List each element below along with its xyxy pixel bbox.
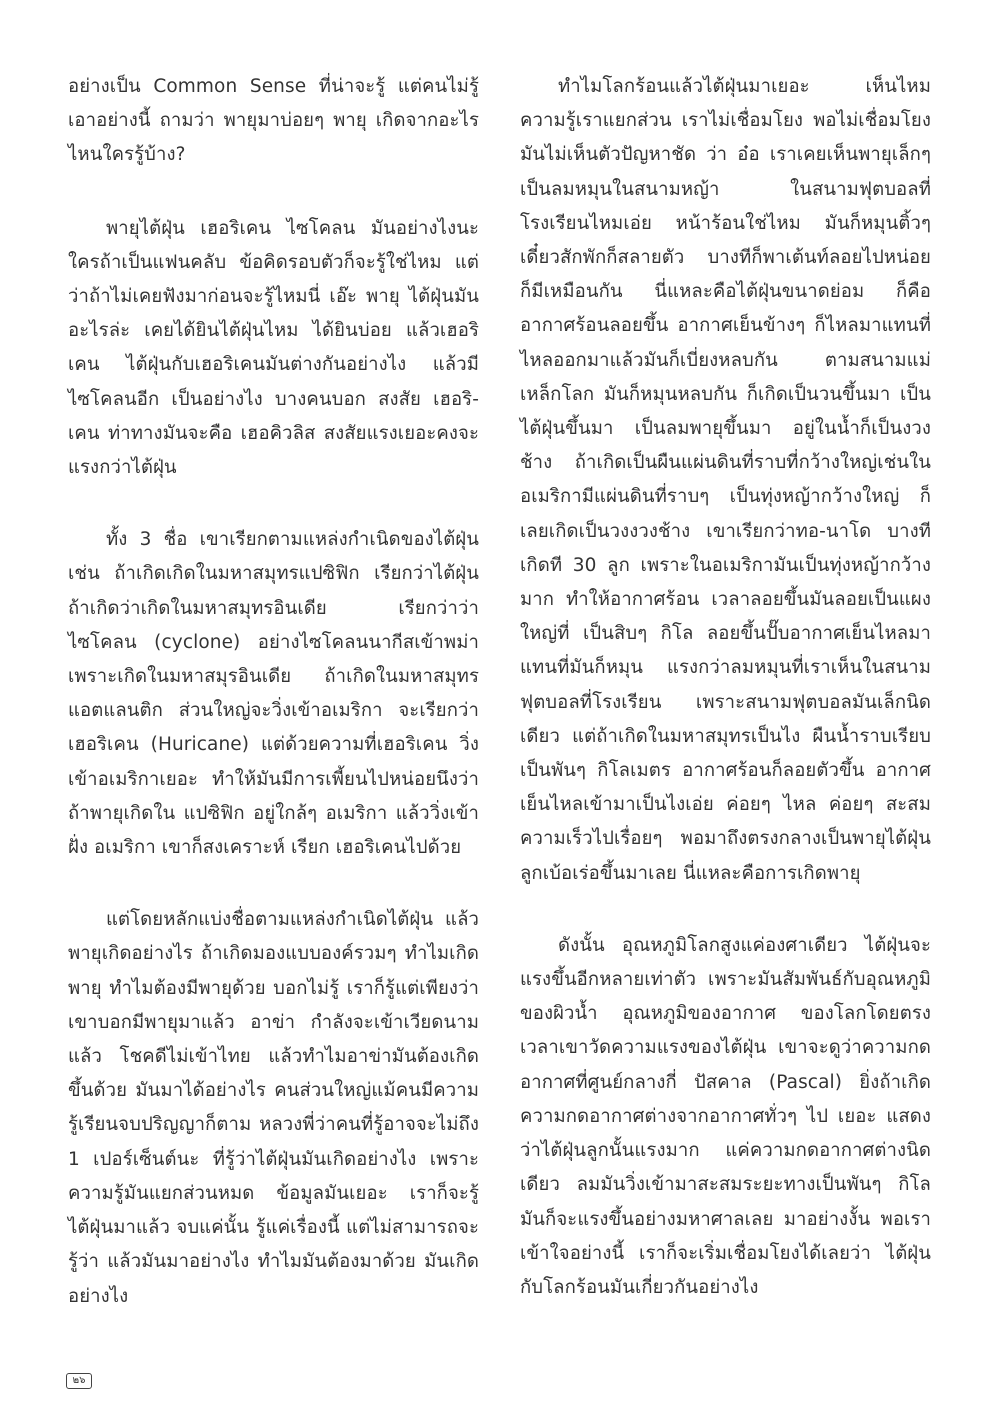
paragraph-gap (68, 865, 479, 903)
paragraph: ทำไมโลกร้อนแล้วไต้ฝุ่นมาเยอะ เห็นไหม ความรู้เราแยกส่วน เราไม่เชื่อมโยง พอไม่เชื่อมโยงมันไม่เห็นตัวปัญหาชัด ว่า อ๋อ เราเคยเห็นพายุเล็กๆ เป็นลมหมุนในสนามหญ้า ในสนามฟุตบอลที่โรงเรียนไหมเอ่ย หน้าร้อนใช่ไหม มันก็หมุนติ้วๆ เดี๋ยวสักพักก็สลายตัว บางทีก็พาเต้นท์ลอยไปหน่อย ก็มีเหมือนกัน นี่แหละคือไต้ฝุ่นขนาดย่อม ก็คืออากาศร้อนลอยขึ้น อากาศเย็นข้างๆ ก็ไหลมาแทนที่ ไหลออกมาแล้วมันก็เบี่ยงหลบกัน ตามสนามแม่เหล็กโลก มันก็หมุนหลบกัน ก็เกิดเป็นวนขึ้นมา เป็นไต้ฝุ่นขึ้นมา เป็นลมพายุขึ้นมา อยู่ในน้ำก็เป็นงวงช้าง ถ้าเกิดเป็นผืนแผ่นดินที่ราบที่กว้างใหญ่เช่นในอเมริกามีแผ่นดินที่ราบๆ เป็นทุ่งหญ้ากว้างใหญ่ ก็เลยเกิดเป็นวงงวงช้าง เขาเรียกว่าทอ-นาโด บางทีเกิดที 30 ลูก เพราะในอเมริกามันเป็นทุ่งหญ้ากว้างมาก ทำให้อากาศร้อน เวลาลอยขึ้นมันลอยเป็นแผงใหญ่ที่ เป็นสิบๆ กิโล ลอยขึ้นปั๊บอากาศเย็นไหลมาแทนที่มันก็หมุน แรงกว่าลมหมุนที่เราเห็นในสนามฟุตบอลที่โรงเรียน เพราะสนามฟุตบอลมันเล็กนิดเดียว แต่ถ้าเกิดในมหาสมุทรเป็นไง ผืนน้ำราบเรียบเป็นพันๆ กิโลเมตร อากาศร้อนก็ลอยตัวขึ้น อากาศเย็นไหลเข้ามาเป็นไงเอ่ย ค่อยๆ ไหล ค่อยๆ สะสมความเร็วไปเรื่อยๆ พอมาถึงตรงกลางเป็นพายุไต้ฝุ่นลูกเบ้อเร่อขึ้นมาเลย นี่แหละคือการเกิดพายุ (520, 76, 931, 884)
paragraph-gap (520, 891, 931, 929)
right-column (520, 70, 931, 1305)
paragraph: ทั้ง 3 ชื่อ เขาเรียกตามแหล่งกำเนิดของไต้ฝุ่น เช่น ถ้าเกิดเกิดในมหาสมุทรแปซิฟิก เรียกว่าไต้ฝุ่น ถ้าเกิดว่าเกิดในมหาสมุทรอินเดีย เรียกว่าว่า ไซโคลน (cyclone) อย่างไซโคลนนากีสเข้าพม่า เพราะเกิดในมหาสมุรอินเดีย ถ้าเกิดในมหาสมุทรแอตแลนติก ส่วนใหญ่จะวิ่งเข้าอเมริกา จะเรียกว่า เฮอริเคน (Huricane) แต่ด้วยความที่เฮอริเคน วิ่งเข้าอเมริกาเยอะ ทำให้มันมีการเพี้ยนไปหน่อยนึงว่า ถ้าพายุเกิดใน แปซิฟิก อยู่ใกล้ๆ อเมริกา แล้ววิ่งเข้าฝั่ง อเมริกา เขาก็สงเคราะห์ เรียก เฮอริเคนไปด้วย (68, 529, 479, 859)
paragraph-gap (68, 173, 479, 212)
paragraph-gap (68, 485, 479, 523)
page-number: ๒๖ (66, 1373, 92, 1389)
paragraph: แต่โดยหลักแบ่งชื่อตามแหล่งกำเนิดไต้ฝุ่น แล้วพายุเกิดอย่างไร ถ้าเกิดมองแบบองค์รวมๆ ทำไมเกิดพายุ ทำไมต้องมีพายุด้วย บอกไม่รู้ เราก็รู้แต่เพียงว่า เขาบอกมีพายุมาแล้ว อาข่า กำลังจะเข้าเวียดนามแล้ว โชคดีไม่เข้าไทย แล้วทำไมอาข่ามันต้องเกิดขึ้นด้วย มันมาได้อย่างไร คนส่วนใหญ่แม้คนมีความรู้เรียนจบปริญญาก็ตาม หลวงพี่ว่าคนที่รู้อาจจะไม่ถึง 1 เปอร์เซ็นต์นะ ที่รู้ว่าไต้ฝุ่นมันเกิดอย่างไง เพราะความรู้มันแยกส่วนหมด ข้อมูลมันเยอะ เราก็จะรู้ ไต้ฝุ่นมาแล้ว จบแค่นั้น รู้แค่เรื่องนี้ แต่ไม่สามารถจะรู้ว่า แล้วมันมาอย่างไง ทำไมมันต้องมาด้วย มันเกิดอย่างไง (68, 909, 479, 1307)
paragraph: พายุไต้ฝุ่น เฮอริเคน ไซโคลน มันอย่างไงนะ ใครถ้าเป็นแฟนคลับ ข้อคิดรอบตัวก็จะรู้ใช่ไหม แต่ว่าถ้าไม่เคยฟังมาก่อนจะรู้ไหมนี่ เอ๊ะ พายุ ไต้ฝุ่นมันอะไรล่ะ เคยได้ยินไต้ฝุ่นไหม ได้ยินบ่อย แล้วเฮอริเคน ไต้ฝุ่นกับเฮอริเคนมันต่างกันอย่างไง แล้วมีไซโคลนอีก เป็นอย่างไง บางคนบอก สงสัย เฮอริ-เคน ท่าทางมันจะคือ เฮอคิวลิส สงสัยแรงเยอะคงจะแรงกว่าไต้ฝุ่น (68, 217, 479, 479)
paragraph: ดังนั้น อุณหภูมิโลกสูงแค่องศาเดียว ไต้ฝุ่นจะแรงขึ้นอีกหลายเท่าตัว เพราะมันสัมพันธ์กับอุณหภูมิของผิวน้ำ อุณหภูมิของอากาศ ของโลกโดยตรง เวลาเขาวัดความแรงของไต้ฝุ่น เขาจะดูว่าความกดอากาศที่ศูนย์กลางกี่ ปัสคาล (Pascal) ยิ่งถ้าเกิดความกดอากาศต่างจากอากาศทั่วๆ ไป เยอะ แสดงว่าไต้ฝุ่นลูกนั้นแรงมาก แค่ความกดอากาศต่างนิดเดียว ลมมันวิ่งเข้ามาสะสมระยะทางเป็นพันๆ กิโล มันก็จะแรงขึ้นอย่างมหาศาลเลย มาอย่างงั้น พอเราเข้าใจอย่างนี้ เราก็จะเริ่มเชื่อมโยงได้เลยว่า ไต้ฝุ่นกับโลกร้อนมันเกี่ยวกันอย่างไง (520, 934, 931, 1298)
left-column (68, 70, 479, 1314)
paragraph: อย่างเป็น Common Sense ที่น่าจะรู้ แต่คนไม่รู้ เอาอย่างนี้ ถามว่า พายุมาบ่อยๆ พายุ เกิดจากอะไร ไหนใครรู้บ้าง? (68, 76, 479, 166)
